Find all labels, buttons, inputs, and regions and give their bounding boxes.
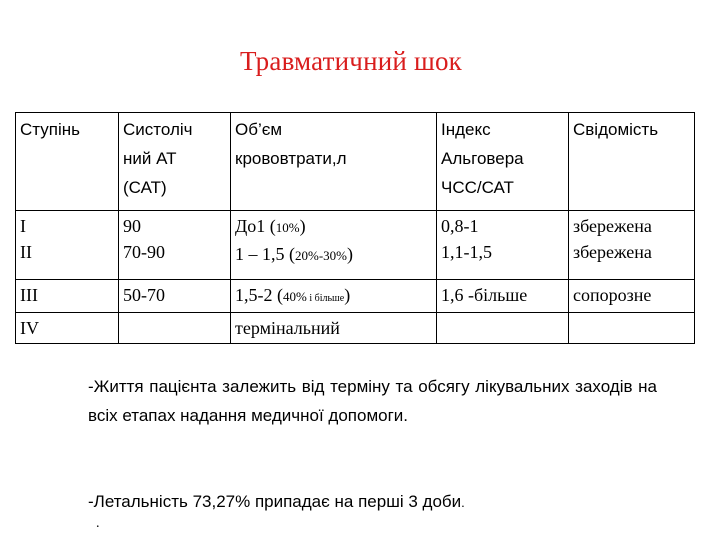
cell-blood-loss [231,211,437,280]
cell-consciousness [569,211,695,280]
header-sbp-line-1: Систоліч [123,120,193,139]
cell-blood-loss: термінальний [231,313,437,344]
header-index [437,113,569,211]
blood-loss-2-pct: 20%-30% [295,248,347,263]
cell-blood-loss-1 [235,213,432,241]
cell-blood-loss-2 [235,241,432,269]
header-sbp [119,113,231,211]
cell-sbp-2: 70-90 [123,242,165,262]
header-blood-loss-line-2: крововтрати,л [235,149,347,168]
trailing-dot: . [96,516,100,531]
blood-loss-3-main: 1,5-2 ( [235,285,283,305]
blood-loss-1-end: ) [299,216,306,236]
table-row [16,211,695,280]
header-consciousness-line: Свідомість [573,120,659,139]
header-blood-loss [231,113,437,211]
cell-index-2: 1,1-1,5 [441,242,492,262]
header-stage [16,113,119,211]
cell-sbp [119,313,231,344]
mortality-period: . [461,495,465,510]
header-index-line-1: Індекс [441,120,491,139]
cell-consciousness: сопорозне [569,280,695,313]
blood-loss-1-main: До1 ( [235,216,276,236]
blood-loss-3-more: і більше [306,293,345,304]
header-index-line-3: ЧСС/САТ [441,178,514,197]
blood-loss-1-pct: 10% [275,220,300,235]
cell-stage: IV [16,313,119,344]
shock-grades-table [15,112,695,344]
cell-index [437,211,569,280]
header-consciousness [569,113,695,211]
cell-stage: III [16,280,119,313]
cell-sbp-1: 90 [123,216,141,236]
cell-stage-2: II [20,242,32,262]
table-row [16,280,695,313]
cell-stage-1: I [20,216,26,236]
cell-index: 1,6 -більше [437,280,569,313]
cell-index-1: 0,8-1 [441,216,479,236]
blood-loss-2-main: 1 – 1,5 ( [235,244,295,264]
header-stage-line: Ступінь [20,120,80,139]
mortality-text: -Летальність 73,27% припадає на перші 3 доби [88,492,462,511]
cell-sbp: 50-70 [119,280,231,313]
table-header-row [16,113,695,211]
prognosis-paragraph: -Життя пацієнта залежить від терміну та обсягу лікувальних заходів на всіх етапах надання медичної допомоги. [88,377,657,425]
blood-loss-3-pct: 40% [283,289,307,304]
slide-title: Травматичний шок [240,46,462,76]
table-row [16,313,695,344]
cell-index [437,313,569,344]
cell-sbp [119,211,231,280]
cell-consciousness [569,313,695,344]
blood-loss-2-end: ) [347,244,353,264]
blood-loss-3-end: ) [344,285,351,305]
header-index-line-2: Альговера [441,149,524,168]
mortality-paragraph [88,487,657,517]
cell-consciousness-2: збережена [573,242,652,262]
header-sbp-line-3: (САТ) [123,178,167,197]
header-sbp-line-2: ний АТ [123,149,177,168]
header-blood-loss-line-1: Об’єм [235,120,283,139]
cell-consciousness-1: збережена [573,216,652,236]
cell-stage [16,211,119,280]
cell-blood-loss [231,280,437,313]
